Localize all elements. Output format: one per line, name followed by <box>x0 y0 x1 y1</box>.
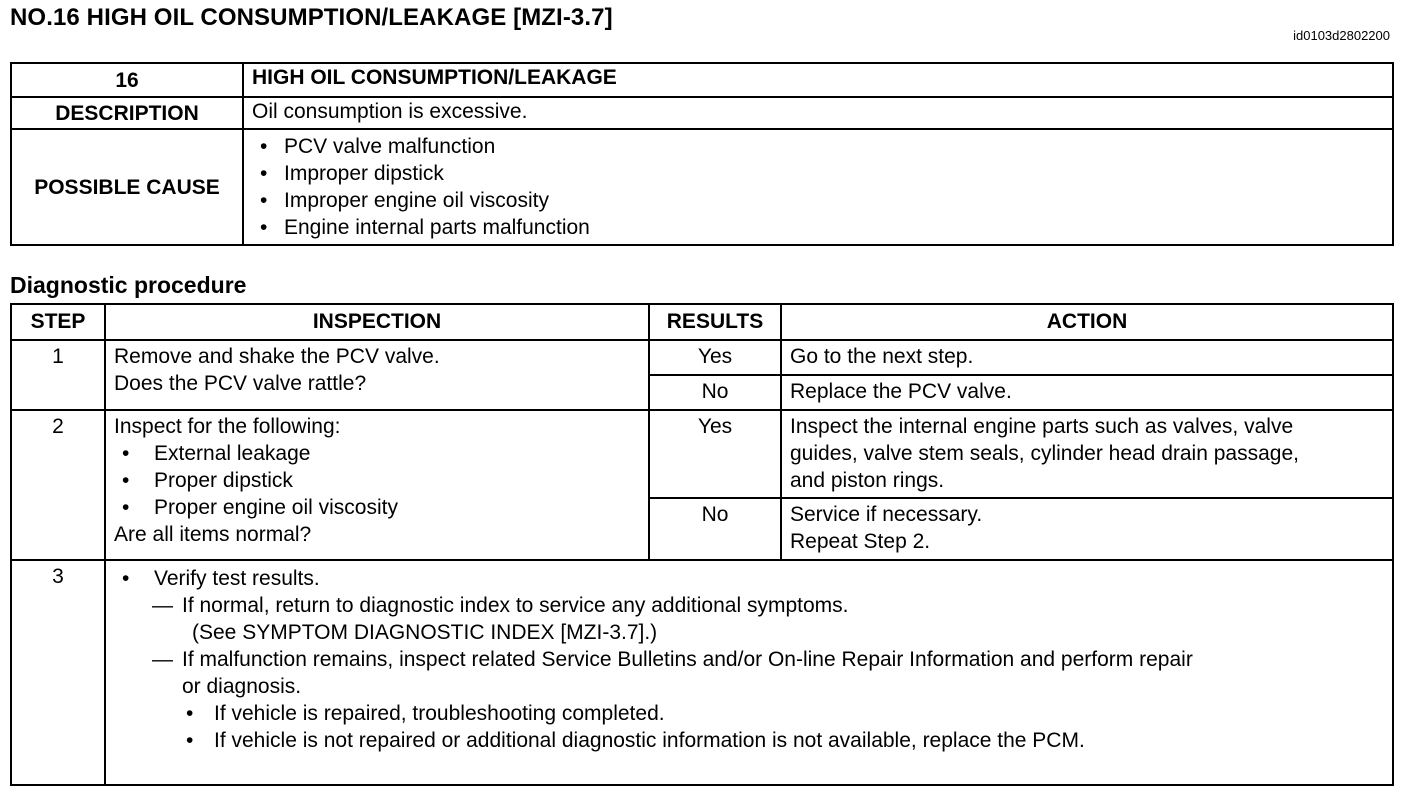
inspection-question: Are all items normal? <box>114 523 312 546</box>
column-header-step: STEP <box>11 304 105 340</box>
cause-item: • Improper dipstick <box>244 160 1392 187</box>
description-text: Oil consumption is excessive. <box>243 97 1393 129</box>
see-reference: (See SYMPTOM DIAGNOSTIC INDEX [MZI-3.7].) <box>192 621 658 644</box>
summary-row-title <box>11 63 1393 97</box>
step1-inspection <box>105 340 649 410</box>
malfunction-text: If malfunction remains, inspect related Service Bulletins and/or On-line Repair Information and perform repair <box>182 648 1193 671</box>
step-number: 2 <box>11 410 105 560</box>
not-repaired-item: • If vehicle is not repaired or additional diagnostic information is not available, replace the PCM. <box>114 727 1384 754</box>
possible-cause-label: POSSIBLE CAUSE <box>11 129 243 245</box>
dash-mark: — <box>152 648 173 671</box>
cause-item: • Improper engine oil viscosity <box>244 187 1392 214</box>
symptom-number: 16 <box>11 63 243 97</box>
step3-verification <box>105 560 1393 785</box>
column-header-results: RESULTS <box>649 304 781 340</box>
result-yes: Yes <box>649 410 781 498</box>
normal-branch <box>114 592 1384 619</box>
action-line: Inspect the internal engine parts such as valves, valve <box>790 415 1294 438</box>
inspection-item: • Proper engine oil viscosity <box>114 494 648 521</box>
action-line: Service if necessary. <box>790 503 983 526</box>
action-line: and piston rings. <box>790 469 945 492</box>
page-title: NO.16 HIGH OIL CONSUMPTION/LEAKAGE [MZI-3.7] <box>10 4 613 31</box>
inspection-list <box>114 440 648 521</box>
column-header-inspection: INSPECTION <box>105 304 649 340</box>
step2-inspection <box>105 410 649 560</box>
possible-cause-cell <box>243 129 1393 245</box>
malfunction-continuation: or diagnosis. <box>182 675 302 698</box>
symptom-title: HIGH OIL CONSUMPTION/LEAKAGE <box>243 63 1393 97</box>
summary-row-description <box>11 97 1393 129</box>
action-line: guides, valve stem seals, cylinder head drain passage, <box>790 442 1299 465</box>
section-heading: Diagnostic procedure <box>10 272 247 298</box>
step3-row <box>11 560 1393 785</box>
step2-yes-row <box>11 410 1393 498</box>
verify-item: • Verify test results. <box>114 565 1384 592</box>
inspection-intro: Inspect for the following: <box>114 415 341 438</box>
symptom-summary-table <box>10 62 1394 246</box>
summary-row-cause <box>11 129 1393 245</box>
document-id: id0103d2802200 <box>1293 28 1390 43</box>
description-label: DESCRIPTION <box>11 97 243 129</box>
result-no: No <box>649 498 781 560</box>
step1-yes-row <box>11 340 1393 375</box>
result-no: No <box>649 375 781 410</box>
action-no: Replace the PCV valve. <box>781 375 1393 410</box>
repaired-item: • If vehicle is repaired, troubleshooting completed. <box>114 700 1384 727</box>
action-line: Repeat Step 2. <box>790 530 931 553</box>
step-number: 3 <box>11 560 105 785</box>
step-number: 1 <box>11 340 105 410</box>
cause-item: • PCV valve malfunction <box>244 133 1392 160</box>
inspection-line: Remove and shake the PCV valve. <box>114 345 440 368</box>
action-no <box>781 498 1393 560</box>
diagnostic-procedure-table <box>10 303 1394 786</box>
possible-cause-list <box>244 133 1392 241</box>
diagnostic-header-row <box>11 304 1393 340</box>
result-yes: Yes <box>649 340 781 375</box>
malfunction-branch <box>114 646 1384 673</box>
column-header-action: ACTION <box>781 304 1393 340</box>
normal-text: If normal, return to diagnostic index to service any additional symptoms. <box>182 594 849 617</box>
cause-item: • Engine internal parts malfunction <box>244 214 1392 241</box>
action-yes <box>781 410 1393 498</box>
action-yes: Go to the next step. <box>781 340 1393 375</box>
inspection-line: Does the PCV valve rattle? <box>114 372 367 395</box>
inspection-item: • External leakage <box>114 440 648 467</box>
inspection-item: • Proper dipstick <box>114 467 648 494</box>
dash-mark: — <box>152 594 173 617</box>
